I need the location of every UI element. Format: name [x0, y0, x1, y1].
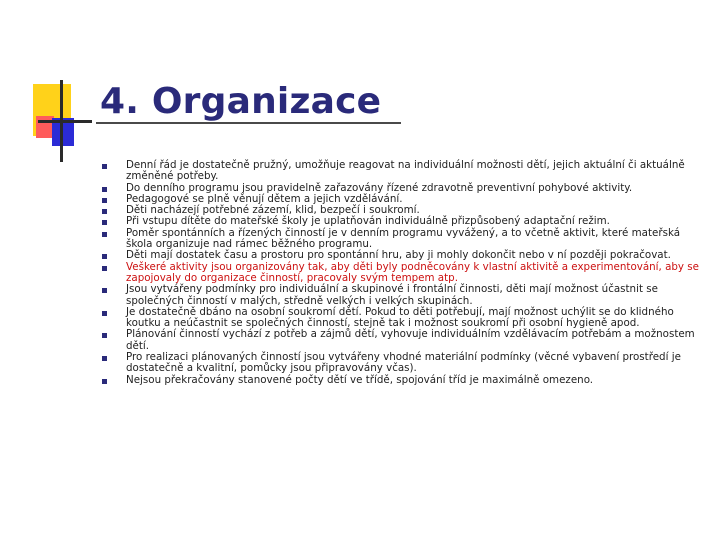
square-bullet-icon	[102, 356, 107, 361]
bullet-list	[110, 160, 700, 386]
page-title: 4. Organizace	[100, 81, 382, 122]
list-item	[110, 160, 700, 183]
square-bullet-icon	[102, 288, 107, 293]
square-bullet-icon	[102, 333, 107, 338]
list-item-text: Denní řád je dostatečně pružný, umožňuje reagovat na individuální možnosti dětí, jejich aktuální či aktuálně změněné potřeby.	[126, 159, 685, 183]
list-item-text: Pedagogové se plně věnují dětem a jejich vzdělávání.	[126, 192, 403, 205]
list-item	[110, 375, 700, 386]
list-item-text: Jsou vytvářeny podmínky pro individuální a skupinové i frontální činnosti, děti mají možnost účastnit se společných činností v malých, středně velkých i velkých skupinách.	[126, 283, 658, 307]
square-bullet-icon	[102, 266, 107, 271]
list-item	[110, 228, 700, 251]
list-item-text: Plánování činností vychází z potřeb a zájmů dětí, vyhovuje individuálním vzdělávacím potřebám a možnostem dětí.	[126, 328, 695, 352]
list-item-text: Děti mají dostatek času a prostoru pro spontánní hru, aby ji mohly dokončit nebo v ní později pokračovat.	[126, 249, 671, 262]
list-item	[110, 329, 700, 352]
list-item-text: Nejsou překračovány stanovené počty dětí ve třídě, spojování tříd je maximálně omezeno.	[126, 373, 594, 386]
list-item-text: Poměr spontánních a řízených činností je v denním programu vyvážený, a to včetně aktivit, které mateřská škola organizuje nad rámec běžného programu.	[126, 226, 681, 251]
decor-horizontal-line	[38, 120, 92, 123]
square-bullet-icon	[102, 232, 107, 237]
square-bullet-icon	[102, 209, 107, 214]
square-bullet-icon	[102, 164, 107, 169]
list-item-text: Je dostatečně dbáno na osobní soukromí dětí. Pokud to děti potřebují, mají možnost uchýlit se do klidného koutku a neúčastnit se společných činností, stejně tak i možnost soukromí při osobní hygieně apod.	[126, 305, 674, 330]
list-item-text: Do denního programu jsou pravidelně zařazovány řízené zdravotně preventivní pohybové aktivity.	[126, 181, 633, 194]
square-bullet-icon	[102, 379, 107, 384]
list-item	[110, 284, 700, 307]
list-item-text: Děti nacházejí potřebné zázemí, klid, bezpečí i soukromí.	[126, 204, 420, 217]
list-item	[110, 307, 700, 330]
square-bullet-icon	[102, 187, 107, 192]
list-item-text: Při vstupu dítěte do mateřské školy je uplatňován individuálně přizpůsobený adaptační režim.	[126, 215, 610, 228]
square-bullet-icon	[102, 311, 107, 316]
list-item-text: Pro realizaci plánovaných činností jsou vytvářeny vhodné materiální podmínky (věcné vybavení prostředí je dostatečně a kvalitní, pomůcky jsou připravovány včas).	[126, 351, 681, 375]
list-item-text: Veškeré aktivity jsou organizovány tak, aby děti byly podněcovány k vlastní aktivitě a experimentování, aby se zapojovaly do organizace činností, pracovaly svým tempem atp.	[126, 260, 699, 284]
square-bullet-icon	[102, 198, 107, 203]
square-bullet-icon	[102, 220, 107, 225]
list-item	[110, 352, 700, 375]
square-bullet-icon	[102, 254, 107, 259]
list-item	[110, 262, 700, 285]
